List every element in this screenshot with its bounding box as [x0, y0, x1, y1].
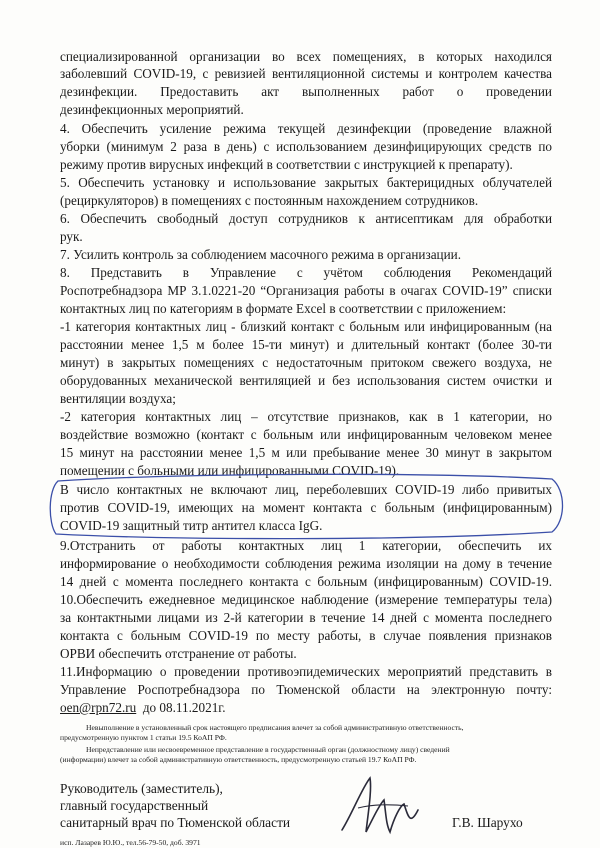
- body-line: контакта с больным COVID-19 по месту работы, в случае появления признаков: [60, 628, 552, 643]
- body-line: воздействие возможно (контакт с больным или инфицированным человеком менее: [60, 427, 552, 442]
- body-line: 11.Информацию о проведении противоэпидемических мероприятий представить в: [60, 664, 552, 679]
- signatory-title: санитарный врач по Тюменской области: [60, 815, 291, 830]
- body-line: заболевший COVID-19, с ревизией вентиляционной системы и контролем качества: [60, 66, 552, 81]
- email-link[interactable]: oen@rpn72.ru: [60, 700, 137, 715]
- legal-note: (информации) влечет за собой административную ответственность, предусмотренную статьей 19.7 КоАП РФ.: [60, 755, 417, 764]
- body-line: Роспотребнадзора МР 3.1.0221-20 “Организация работы в очагах COVID-19” списки: [60, 283, 552, 298]
- body-line: 5. Обеспечить установку и использование закрытых бактерицидных облучателей: [60, 175, 552, 190]
- body-line: (рециркуляторов) в помещениях с постоянным нахождением сотрудников.: [60, 193, 479, 208]
- body-line: дезинфекции. Предоставить акт выполненных работ о проведении: [60, 84, 552, 99]
- executor-footer: исп. Лазарев Ю.Ю., тел.56-79-50, доб. 3971: [60, 838, 201, 847]
- body-line: оборудованных механической вентиляцией и без использования систем очистки и: [60, 373, 552, 388]
- body-line: 9.Отстранить от работы контактных лиц 1 категории, обеспечить их: [60, 538, 552, 553]
- body-line: режиму против вирусных инфекций в соответствии с инструкцией к препарату).: [60, 157, 513, 172]
- body-line: дезинфекционных мероприятий.: [60, 102, 244, 117]
- email-line: [60, 700, 552, 716]
- highlighted-line: В число контактных не включают лиц, переболевших COVID-19 либо привитых: [60, 482, 552, 497]
- body-line: вентиляции воздуха;: [60, 391, 176, 406]
- body-line: Управление Роспотребнадзора по Тюменской области на электронную почту:: [60, 682, 552, 697]
- body-line: расстоянии менее 1,5 м более 15-ти минут) и длительный контакт (более 30-ти: [60, 337, 552, 352]
- body-line: ОРВИ обеспечить отстранение от работы.: [60, 646, 297, 661]
- body-line: контактных лиц по категориям в формате Excel в соответствии с приложением:: [60, 301, 507, 316]
- body-line: 6. Обеспечить свободный доступ сотрудников к антисептикам для обработки: [60, 211, 552, 226]
- signatory-name: Г.В. Шарухо: [452, 815, 523, 830]
- legal-note: предусмотренную пунктом 1 статьи 19.5 КоАП РФ.: [60, 733, 227, 742]
- body-line: 14 дней с момента последнего контакта с больным (инфицированным) COVID-19.: [60, 574, 552, 589]
- body-line: 15 минут на расстоянии менее 1,5 м или пребывание менее 30 минут в закрытом: [60, 445, 552, 460]
- body-line: 7. Усилить контроль за соблюдением масочного режима в организации.: [60, 247, 462, 262]
- body-line: 4. Обеспечить усиление режима текущей дезинфекции (проведение влажной: [60, 121, 552, 136]
- body-line: -2 категория контактных лиц – отсутствие признаков, как в 1 категории, но: [60, 409, 552, 424]
- highlighted-line: против COVID-19, имеющих на момент контакта с больным (инфицированным): [60, 500, 552, 515]
- body-line: специализированной организации во всех помещениях, в которых находился: [60, 49, 552, 64]
- body-line: информирование о необходимости соблюдения режима изоляции на дому в течение: [60, 556, 552, 571]
- body-line: помещении с больными или инфицированными COVID-19).: [60, 463, 400, 478]
- highlighted-line: COVID-19 защитный титр антител класса IgG.: [60, 518, 323, 533]
- body-line: минут) в закрытых помещениях с недостаточным притоком свежего воздуха, не: [60, 355, 552, 370]
- body-line: рук.: [60, 229, 83, 244]
- legal-note: Невыполнение в установленный срок настоящего предписания влечет за собой административную ответственность,: [86, 723, 464, 732]
- body-line: -1 категория контактных лиц - близкий контакт с больным или инфицированным (на: [60, 319, 552, 334]
- signatory-title: главный государственный: [60, 798, 209, 813]
- body-line: 10.Обеспечить ежедневное медицинское наблюдение (измерение температуры тела): [60, 592, 552, 607]
- body-line: за контактными лицами из 2-й категории в течение 14 дней с момента последнего: [60, 610, 552, 625]
- body-line: уборки (минимум 2 раза в день) с использованием дезинфицирующих средств по: [60, 139, 552, 154]
- deadline: до 08.11.2021г.: [142, 700, 226, 715]
- body-line: 8. Представить в Управление с учётом соблюдения Рекомендаций: [60, 265, 552, 280]
- signatory-title: Руководитель (заместитель),: [60, 781, 223, 796]
- legal-note: Непредставление или несвоевременное представление в государственный орган (должностному лицу) сведений: [86, 745, 450, 754]
